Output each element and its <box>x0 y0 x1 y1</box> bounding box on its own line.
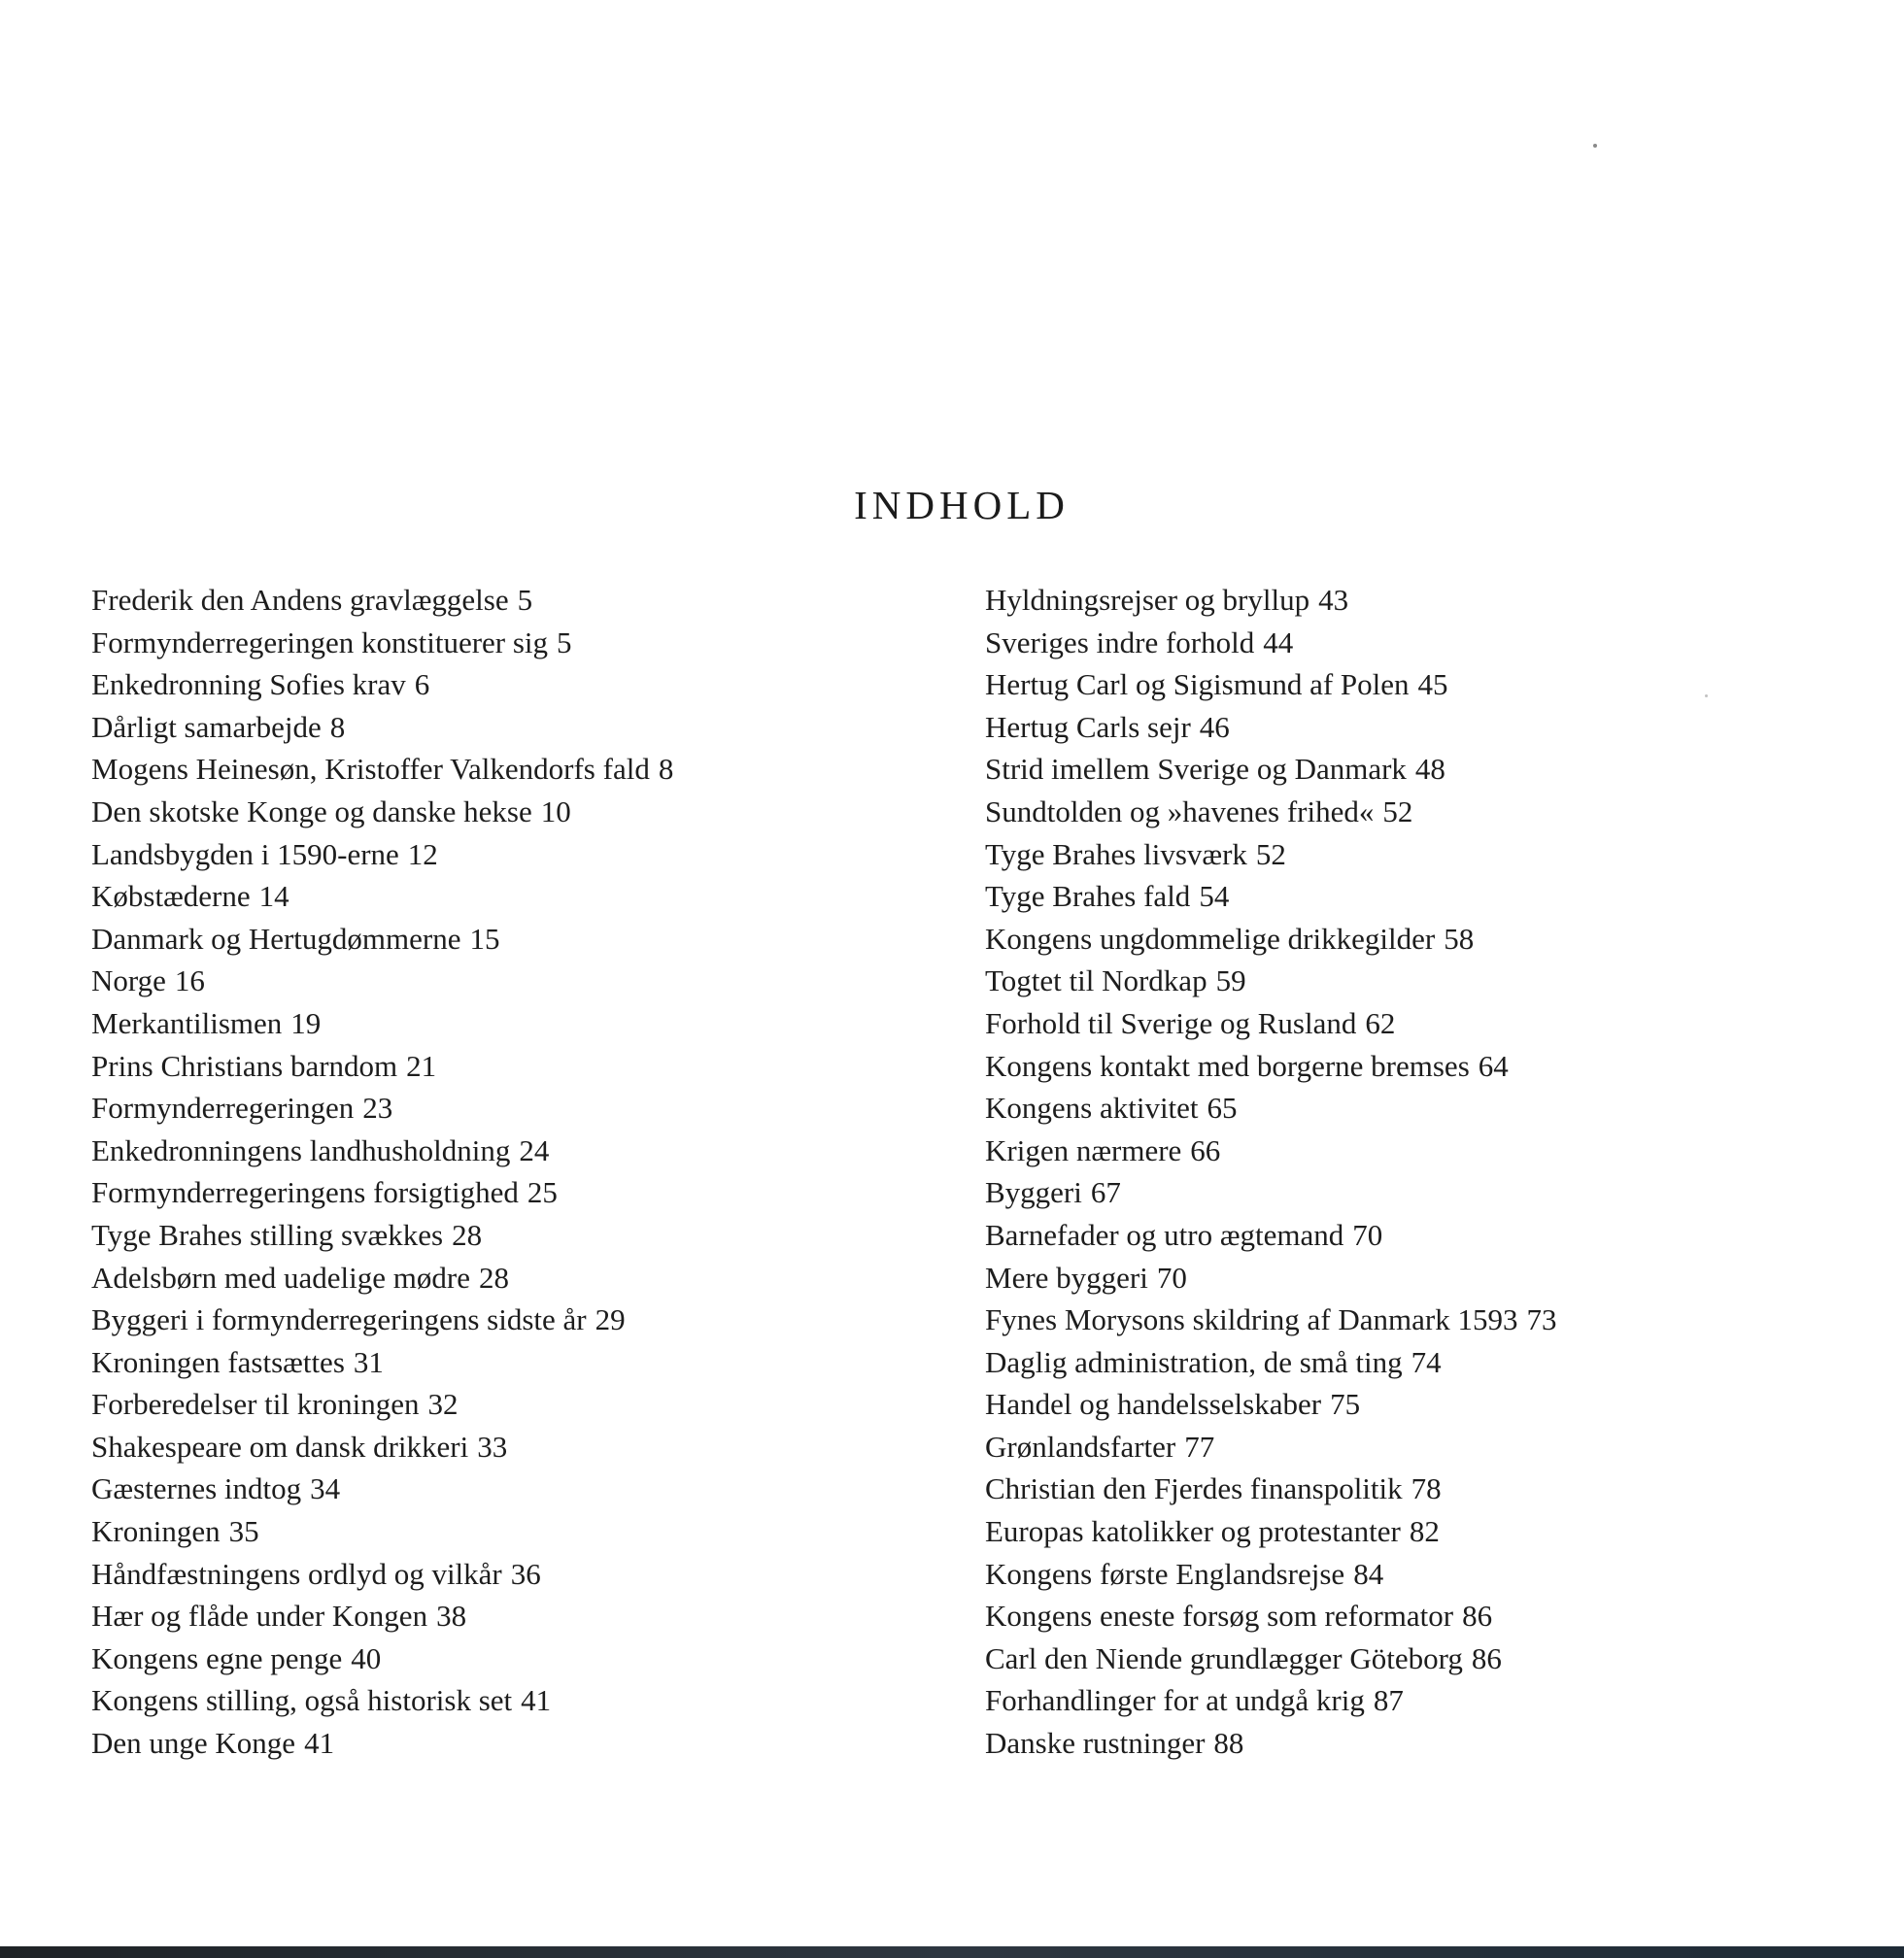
toc-entry-page: 33 <box>477 1429 508 1464</box>
toc-entry <box>91 1045 673 1088</box>
toc-entry-page: 38 <box>436 1599 467 1634</box>
toc-entry-page: 75 <box>1330 1387 1361 1422</box>
toc-entry-page: 74 <box>1411 1344 1442 1379</box>
toc-entry <box>91 960 673 1002</box>
toc-entry-page: 88 <box>1213 1726 1244 1761</box>
toc-entry <box>91 918 673 961</box>
toc-entry <box>91 1341 673 1384</box>
toc-entry <box>91 1595 673 1637</box>
scan-bottom-edge <box>0 1946 1904 1958</box>
toc-entry <box>91 833 673 876</box>
toc-right-column <box>985 579 1556 1765</box>
toc-entry <box>91 748 673 791</box>
toc-entry-page: 25 <box>527 1175 558 1210</box>
toc-entry-page: 43 <box>1318 583 1349 617</box>
toc-entry <box>985 1299 1556 1341</box>
toc-entry <box>91 1637 673 1680</box>
toc-entry-title: Danmark og Hertugdømmerne <box>91 921 461 956</box>
toc-entry <box>985 706 1556 749</box>
toc-entry-title: Kongens stilling, også historisk set <box>91 1683 513 1718</box>
toc-entry-title: Enkedronning Sofies krav <box>91 667 406 702</box>
toc-entry-title: Kongens egne penge <box>91 1640 343 1675</box>
toc-entry <box>91 1257 673 1300</box>
toc-entry <box>91 1171 673 1214</box>
toc-entry-title: Frederik den Andens gravlæggelse <box>91 583 509 617</box>
toc-entry-title: Formynderregeringen <box>91 1091 355 1126</box>
toc-entry <box>91 1214 673 1257</box>
toc-entry-page: 73 <box>1526 1302 1557 1337</box>
toc-entry-title: Tyge Brahes fald <box>985 879 1191 914</box>
toc-entry <box>985 1510 1556 1553</box>
toc-entry-page: 28 <box>452 1217 483 1252</box>
toc-entry-page: 36 <box>510 1556 541 1591</box>
toc-entry-title: Merkantilismen <box>91 1005 283 1040</box>
toc-entry-page: 10 <box>540 793 571 828</box>
toc-entry-page: 70 <box>1156 1260 1187 1295</box>
toc-entry-page: 58 <box>1444 921 1475 956</box>
toc-entry-title: Barnefader og utro ægtemand <box>985 1217 1344 1252</box>
toc-entry-page: 48 <box>1414 752 1445 787</box>
toc-entry-page: 82 <box>1409 1514 1440 1549</box>
toc-entry <box>91 791 673 833</box>
toc-entry-title: Tyge Brahes stilling svækkes <box>91 1217 444 1252</box>
toc-entry-title: Daglig administration, de små ting <box>985 1344 1403 1379</box>
toc-entry-title: Kongens første Englandsrejse <box>985 1556 1345 1591</box>
toc-entry-page: 52 <box>1255 836 1286 871</box>
toc-entry <box>985 918 1556 961</box>
toc-entry-title: Togtet til Nordkap <box>985 963 1207 998</box>
toc-entry-title: Byggeri <box>985 1175 1082 1210</box>
toc-entry-page: 78 <box>1411 1471 1442 1506</box>
toc-entry-page: 54 <box>1199 879 1230 914</box>
toc-entry-page: 12 <box>407 836 438 871</box>
toc-entry <box>985 1214 1556 1257</box>
toc-entry-title: Carl den Niende grundlægger Göteborg <box>985 1640 1463 1675</box>
toc-entry <box>985 791 1556 833</box>
toc-entry-page: 28 <box>478 1260 509 1295</box>
toc-entry-page: 87 <box>1373 1683 1404 1718</box>
toc-entry <box>985 1171 1556 1214</box>
toc-entry-title: Kongens ungdommelige drikkegilder <box>985 921 1436 956</box>
toc-entry-title: Sundtolden og »havenes frihed« <box>985 793 1375 828</box>
paper-speck <box>1593 144 1597 148</box>
toc-entry-title: Byggeri i formynderregeringens sidste år <box>91 1302 587 1337</box>
toc-entry-title: Kroningen <box>91 1514 221 1549</box>
toc-entry <box>985 1722 1556 1765</box>
toc-entry-title: Købstæderne <box>91 879 251 914</box>
toc-entry-title: Den unge Konge <box>91 1726 296 1761</box>
toc-entry-page: 34 <box>310 1471 341 1506</box>
toc-entry-title: Formynderregeringens forsigtighed <box>91 1175 519 1210</box>
toc-entry <box>985 833 1556 876</box>
toc-entry-page: 21 <box>406 1048 437 1083</box>
toc-entry-page: 86 <box>1471 1640 1502 1675</box>
toc-entry <box>985 622 1556 664</box>
toc-entry <box>91 1002 673 1045</box>
toc-entry <box>985 1045 1556 1088</box>
toc-entry-page: 77 <box>1184 1429 1215 1464</box>
toc-entry <box>985 875 1556 918</box>
toc-entry <box>985 1637 1556 1680</box>
page-title: INDHOLD <box>854 483 1070 527</box>
toc-entry <box>985 748 1556 791</box>
toc-entry-page: 59 <box>1215 963 1246 998</box>
toc-entry-page: 46 <box>1199 709 1230 744</box>
toc-entry-page: 31 <box>353 1344 384 1379</box>
toc-entry-title: Kongens aktivitet <box>985 1091 1199 1126</box>
toc-entry-title: Formynderregeringen konstituerer sig <box>91 625 549 659</box>
toc-entry <box>985 1002 1556 1045</box>
toc-entry-title: Europas katolikker og protestanter <box>985 1514 1401 1549</box>
toc-entry-title: Christian den Fjerdes finanspolitik <box>985 1471 1403 1506</box>
paper-speck <box>1705 694 1708 697</box>
toc-entry-page: 19 <box>290 1005 322 1040</box>
toc-entry <box>91 1722 673 1765</box>
toc-entry-title: Adelsbørn med uadelige mødre <box>91 1260 470 1295</box>
toc-entry-title: Strid imellem Sverige og Danmark <box>985 752 1407 787</box>
toc-entry <box>91 875 673 918</box>
toc-entry-page: 62 <box>1365 1005 1396 1040</box>
toc-entry <box>985 579 1556 622</box>
toc-entry <box>91 1130 673 1172</box>
toc-entry-title: Shakespeare om dansk drikkeri <box>91 1429 469 1464</box>
toc-entry-title: Kongens kontakt med borgerne bremses <box>985 1048 1470 1083</box>
toc-entry-title: Kongens eneste forsøg som reformator <box>985 1599 1454 1634</box>
toc-entry <box>985 1257 1556 1300</box>
toc-entry-title: Kroningen fastsættes <box>91 1344 345 1379</box>
toc-entry <box>985 1679 1556 1722</box>
toc-entry-title: Hertug Carl og Sigismund af Polen <box>985 667 1410 702</box>
toc-entry-page: 29 <box>595 1302 626 1337</box>
toc-left-column <box>91 579 673 1765</box>
toc-entry <box>985 1087 1556 1130</box>
toc-entry-page: 8 <box>658 752 674 787</box>
toc-entry-title: Enkedronningens landhusholdning <box>91 1132 511 1167</box>
toc-entry-page: 41 <box>521 1683 552 1718</box>
toc-entry-title: Krigen nærmere <box>985 1132 1182 1167</box>
toc-entry-title: Sveriges indre forhold <box>985 625 1255 659</box>
toc-entry <box>91 622 673 664</box>
toc-entry-title: Mogens Heinesøn, Kristoffer Valkendorfs fald <box>91 752 650 787</box>
toc-entry-title: Landsbygden i 1590-erne <box>91 836 399 871</box>
toc-entry <box>985 1426 1556 1468</box>
toc-entry-page: 14 <box>258 879 289 914</box>
toc-entry-title: Danske rustninger <box>985 1726 1206 1761</box>
toc-entry-title: Prins Christians barndom <box>91 1048 398 1083</box>
toc-entry <box>91 706 673 749</box>
toc-entry-page: 66 <box>1190 1132 1221 1167</box>
toc-entry-page: 67 <box>1090 1175 1121 1210</box>
toc-entry-page: 65 <box>1207 1091 1238 1126</box>
toc-entry-title: Grønlandsfarter <box>985 1429 1176 1464</box>
toc-entry <box>985 960 1556 1002</box>
toc-entry-title: Tyge Brahes livsværk <box>985 836 1247 871</box>
toc-entry-title: Forhold til Sverige og Rusland <box>985 1005 1357 1040</box>
toc-entry <box>91 1426 673 1468</box>
toc-entry <box>91 1383 673 1426</box>
toc-entry-page: 24 <box>519 1132 550 1167</box>
toc-entry-page: 45 <box>1417 667 1448 702</box>
toc-entry-title: Dårligt samarbejde <box>91 709 322 744</box>
toc-entry <box>985 1341 1556 1384</box>
toc-entry-page: 6 <box>414 667 430 702</box>
toc-entry-title: Fynes Morysons skildring af Danmark 1593 <box>985 1302 1518 1337</box>
toc-entry-title: Håndfæstningens ordlyd og vilkår <box>91 1556 502 1591</box>
toc-entry <box>985 663 1556 706</box>
toc-entry-title: Den skotske Konge og danske hekse <box>91 793 532 828</box>
toc-entry-title: Hær og flåde under Kongen <box>91 1599 428 1634</box>
toc-entry-page: 84 <box>1353 1556 1384 1591</box>
toc-entry-page: 35 <box>228 1514 259 1549</box>
toc-entry-page: 32 <box>427 1387 459 1422</box>
toc-entry <box>985 1595 1556 1637</box>
toc-entry-title: Gæsternes indtog <box>91 1471 302 1506</box>
toc-entry-page: 23 <box>362 1091 393 1126</box>
toc-entry-page: 41 <box>304 1726 335 1761</box>
toc-entry <box>91 1299 673 1341</box>
toc-entry-title: Forhandlinger for at undgå krig <box>985 1683 1365 1718</box>
toc-entry-page: 40 <box>351 1640 382 1675</box>
toc-entry-title: Hertug Carls sejr <box>985 709 1191 744</box>
toc-entry-page: 64 <box>1478 1048 1509 1083</box>
toc-entry-page: 8 <box>329 709 346 744</box>
toc-entry-page: 16 <box>174 963 205 998</box>
toc-entry-page: 5 <box>517 583 533 617</box>
toc-entry <box>985 1553 1556 1596</box>
toc-entry <box>91 1510 673 1553</box>
toc-entry-title: Norge <box>91 963 166 998</box>
toc-entry-title: Handel og handelsselskaber <box>985 1387 1322 1422</box>
toc-entry-page: 70 <box>1352 1217 1383 1252</box>
toc-entry-title: Mere byggeri <box>985 1260 1148 1295</box>
toc-entry <box>91 1553 673 1596</box>
toc-entry-page: 52 <box>1382 793 1413 828</box>
toc-entry <box>985 1383 1556 1426</box>
toc-entry-title: Forberedelser til kroningen <box>91 1387 420 1422</box>
toc-entry <box>985 1130 1556 1172</box>
toc-entry-title: Hyldningsrejser og bryllup <box>985 583 1310 617</box>
toc-entry <box>91 1087 673 1130</box>
toc-entry <box>91 1679 673 1722</box>
toc-entry <box>91 579 673 622</box>
toc-entry-page: 5 <box>557 625 572 659</box>
toc-entry <box>985 1468 1556 1510</box>
toc-entry-page: 15 <box>469 921 500 956</box>
toc-entry-page: 86 <box>1462 1599 1493 1634</box>
toc-entry-page: 44 <box>1263 625 1294 659</box>
toc-entry <box>91 663 673 706</box>
toc-entry <box>91 1468 673 1510</box>
